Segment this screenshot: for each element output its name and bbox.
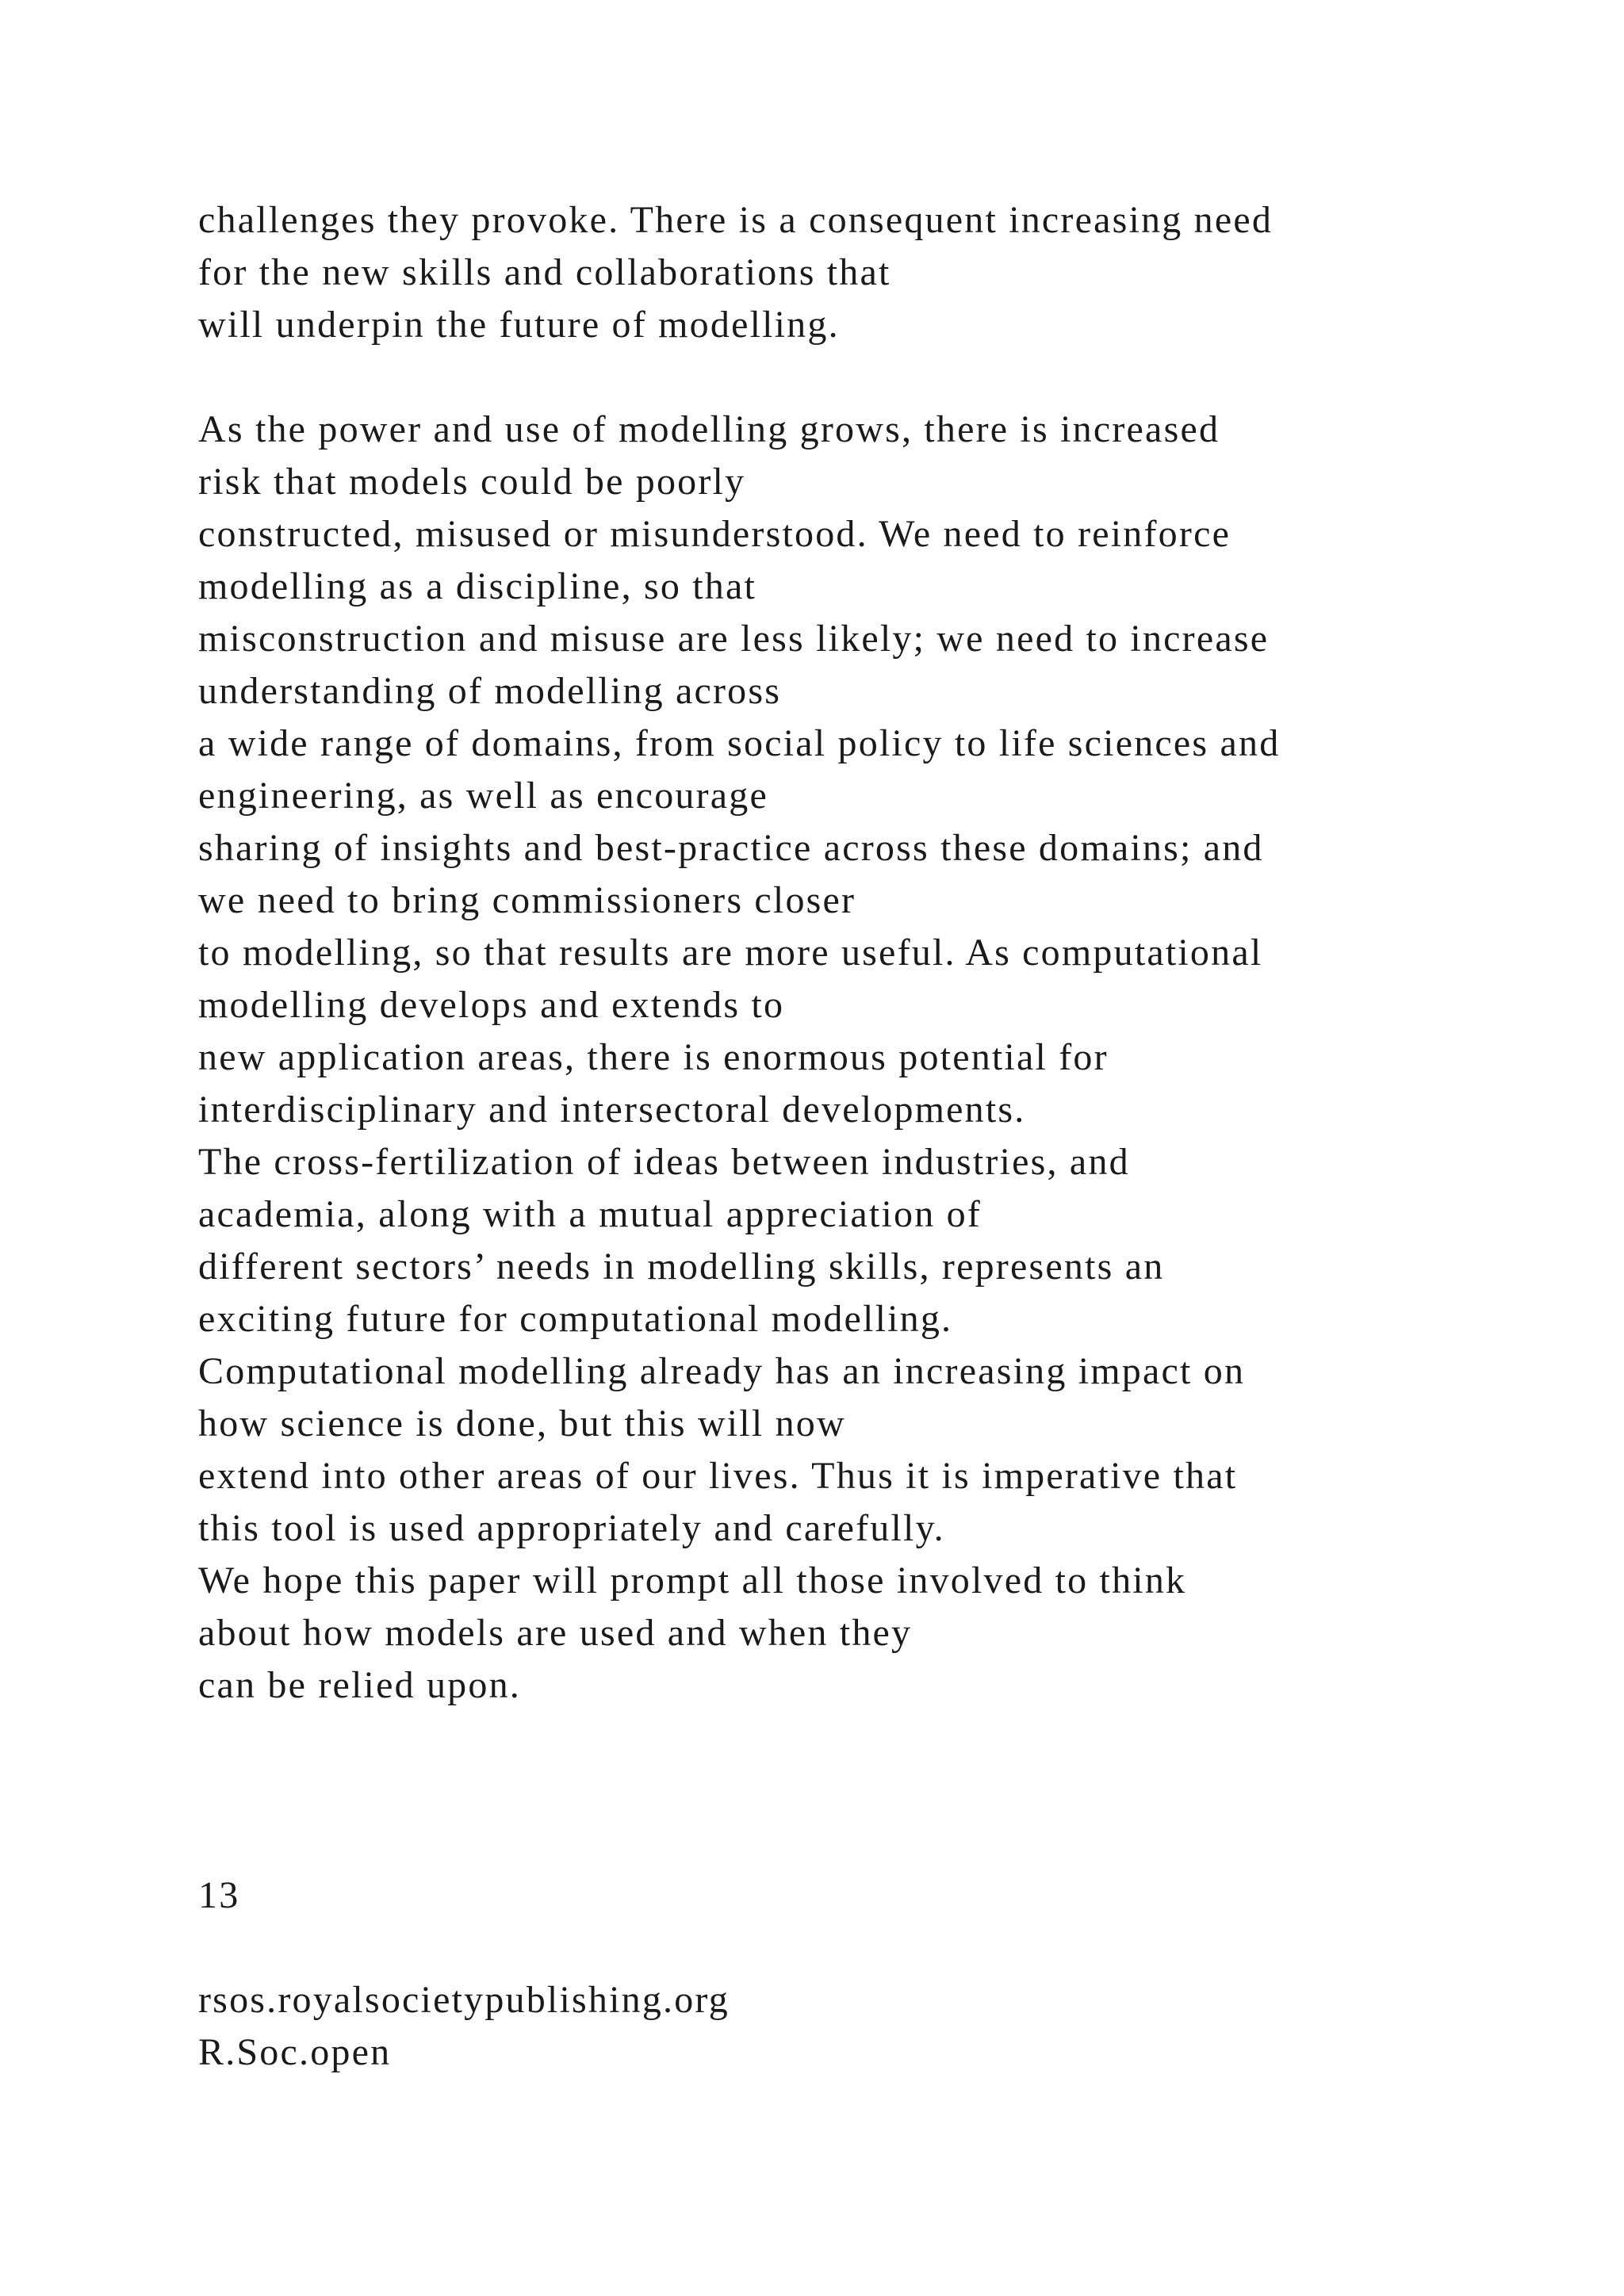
text-line: will underpin the future of modelling. (198, 304, 840, 346)
text-line: misconstruction and misuse are less likely; we need to increase (198, 618, 1270, 660)
page-number: 13 (198, 1874, 240, 1916)
text-line: As the power and use of modelling grows, there is increased (198, 408, 1220, 450)
text-line: sharing of insights and best-practice across these domains; and (198, 827, 1264, 869)
text-line: extend into other areas of our lives. Thus it is imperative that (198, 1455, 1238, 1497)
text-line: We hope this paper will prompt all those involved to think (198, 1559, 1187, 1601)
text-line: to modelling, so that results are more useful. As computational (198, 932, 1263, 974)
text-line: this tool is used appropriately and carefully. (198, 1507, 945, 1549)
text-line: a wide range of domains, from social policy to life sciences and (198, 722, 1281, 764)
paragraph-gap (198, 351, 1546, 404)
text-line: about how models are used and when they (198, 1612, 913, 1654)
text-line: constructed, misused or misunderstood. We need to reinforce (198, 513, 1231, 555)
text-line: The cross-fertilization of ideas between industries, and (198, 1141, 1130, 1183)
text-line: modelling develops and extends to (198, 984, 785, 1026)
journal-name: R.Soc.open (198, 2031, 392, 2073)
text-line: understanding of modelling across (198, 670, 782, 712)
text-line: Computational modelling already has an increasing impact on (198, 1350, 1246, 1392)
text-line: new application areas, there is enormous potential for (198, 1036, 1109, 1078)
text-line: different sectors’ needs in modelling skills, represents an (198, 1246, 1165, 1288)
text-line: can be relied upon. (198, 1664, 521, 1706)
text-line: we need to bring commissioners closer (198, 879, 856, 921)
journal-footer (198, 1974, 730, 2079)
text-line: academia, along with a mutual appreciation of (198, 1193, 982, 1235)
text-line: how science is done, but this will now (198, 1402, 846, 1445)
text-line: modelling as a discipline, so that (198, 565, 757, 607)
text-line: for the new skills and collaborations that (198, 251, 891, 293)
journal-url: rsos.royalsocietypublishing.org (198, 1979, 730, 2021)
text-line: interdisciplinary and intersectoral developments. (198, 1089, 1026, 1131)
text-line: engineering, as well as encourage (198, 775, 768, 817)
text-line: challenges they provoke. There is a consequent increasing need (198, 199, 1274, 241)
body-text (198, 194, 1546, 1712)
text-line: risk that models could be poorly (198, 461, 746, 503)
text-line: exciting future for computational modelling. (198, 1298, 953, 1340)
